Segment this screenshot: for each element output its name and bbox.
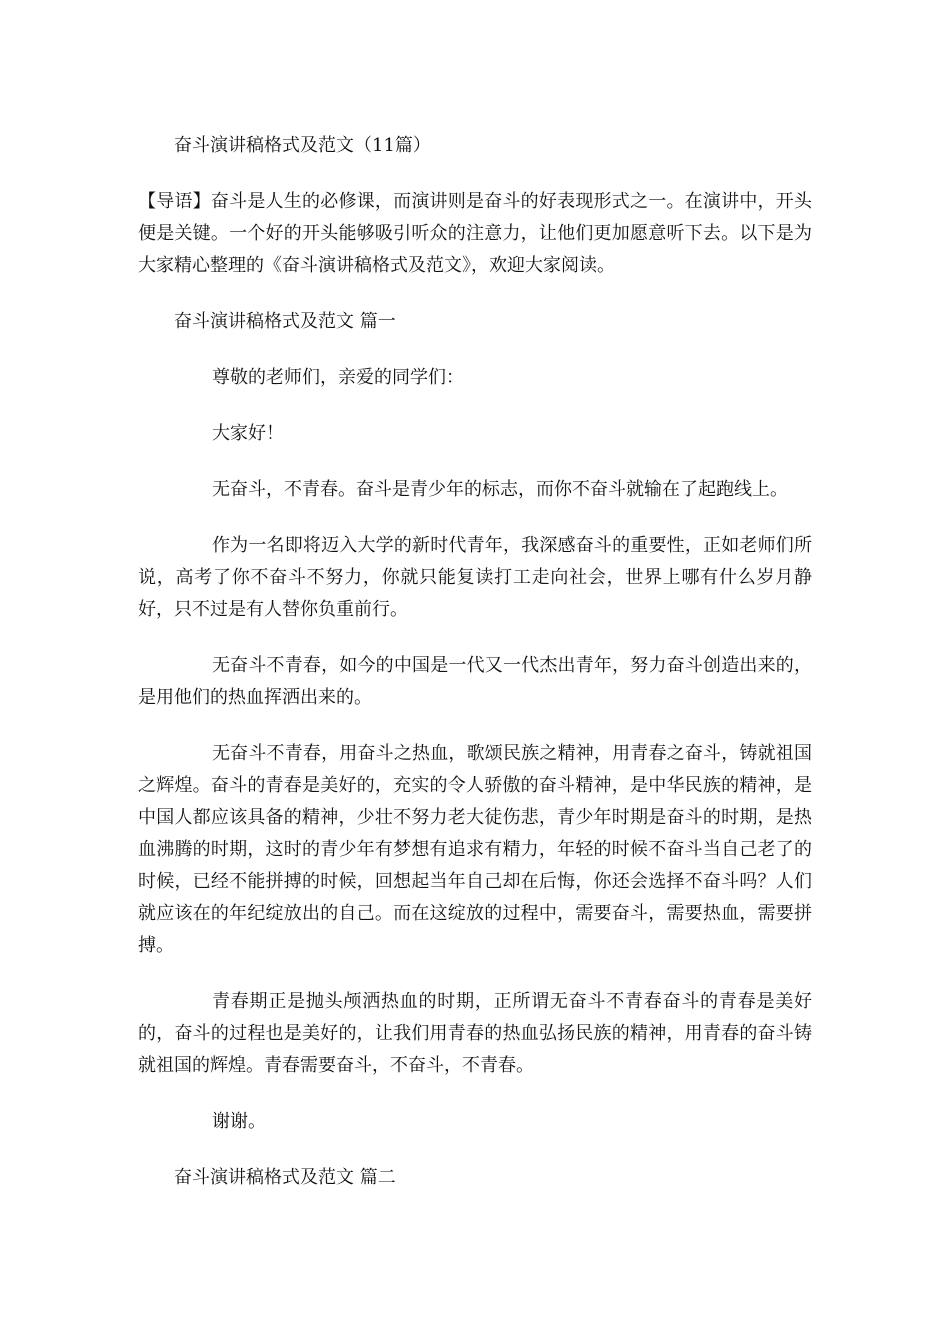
body-paragraph: 青春期正是抛头颅洒热血的时期，正所谓无奋斗不青春奋斗的青春是美好的，奋斗的过程也是美好的，让我们用青春的热血弘扬民族的精神，用青春的奋斗铸就祖国的辉煌。青春需要奋斗，不奋斗，不青春。 [138, 991, 812, 1076]
body-paragraph: 无奋斗不青春，用奋斗之热血，歌颂民族之精神，用青春之奋斗，铸就祖国之辉煌。奋斗的青春是美好的，充实的令人骄傲的奋斗精神，是中华民族的精神，是中国人都应该具备的精神，少壮不努力老大徒伤悲，青少年时期是奋斗的时期，是热血沸腾的时期，这时的青少年有梦想有追求有精力，年轻的时候不奋斗当自己老了的时候，已经不能拼搏的时候，回想起当年自己却在后悔，你还会选择不奋斗吗？人们就应该在的年纪绽放出的自己。而在这绽放的过程中，需要奋斗，需要热血，需要拼搏。 [138, 743, 812, 956]
section-heading-1: 奋斗演讲稿格式及范文 篇一 [174, 311, 396, 332]
body-paragraph: 无奋斗，不青春。奋斗是青少年的标志，而你不奋斗就输在了起跑线上。 [212, 479, 788, 500]
greeting: 大家好！ [212, 423, 284, 444]
document-page [138, 130, 812, 1218]
salutation: 尊敬的老师们，亲爱的同学们： [212, 367, 464, 388]
body-paragraph: 作为一名即将迈入大学的新时代青年，我深感奋斗的重要性，正如老师们所说，高考了你不奋斗不努力，你就只能复读打工走向社会，世界上哪有什么岁月静好，只不过是有人替你负重前行。 [138, 535, 812, 620]
closing: 谢谢。 [212, 1111, 266, 1132]
intro-paragraph: 【导语】奋斗是人生的必修课，而演讲则是奋斗的好表现形式之一。在演讲中，开头便是关键。一个好的开头能够吸引听众的注意力，让他们更加愿意听下去。以下是为大家精心整理的《奋斗演讲稿格式及范文》，欢迎大家阅读。 [138, 191, 812, 276]
document-title: 奋斗演讲稿格式及范文（11篇） [174, 135, 431, 156]
body-paragraph: 无奋斗不青春，如今的中国是一代又一代杰出青年，努力奋斗创造出来的，是用他们的热血挥洒出来的。 [138, 655, 812, 708]
section-heading-2: 奋斗演讲稿格式及范文 篇二 [174, 1167, 396, 1188]
